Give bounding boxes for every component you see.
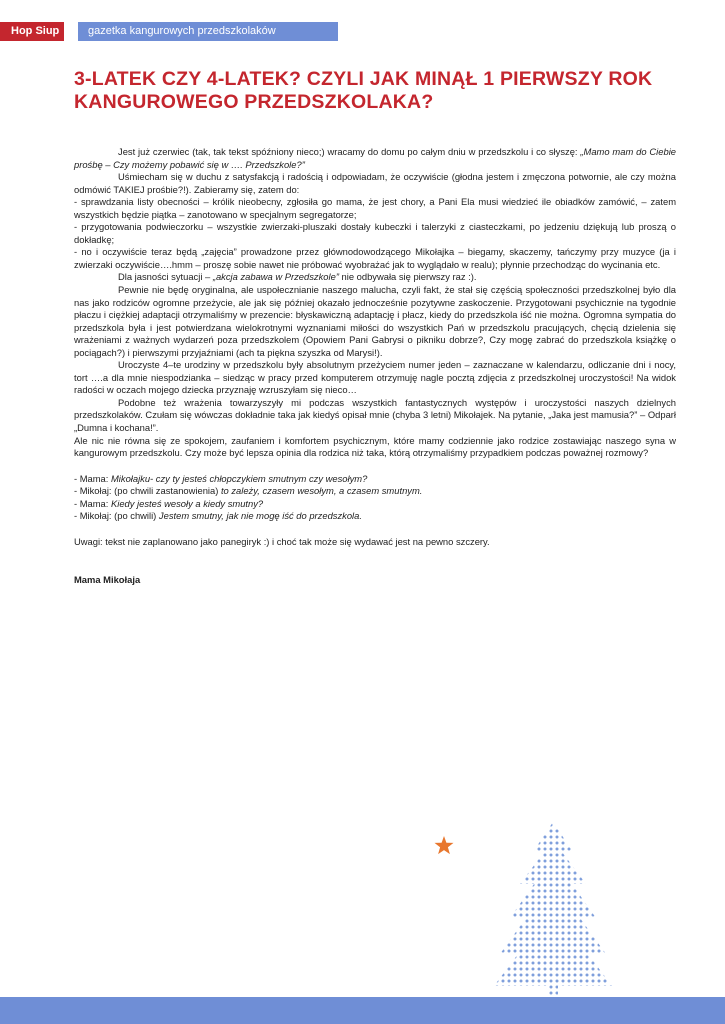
quote-text: „Mamo mam do Ciebie prośbę – Czy możemy pobawić się w …. Przedszkole?” [74, 146, 676, 170]
speech: Jestem smutny, jak nie mogę iść do przedszkola. [158, 510, 362, 522]
author-note: Uwagi: tekst nie zaplanowano jako panegiryk :) i choć tak może się wydawać jest na pewno szczery. [74, 535, 490, 547]
star-icon [433, 835, 455, 857]
speech: Mikołajku- czy ty jesteś chłopczykiem smutnym czy wesołym? [110, 472, 368, 484]
speaker: - Mama: [74, 472, 111, 484]
paragraph: Ale nic nie równa się ze spokojem, zaufaniem i komfortem psychicznym, które mamy codziennie jako rodzice zostawiając naszego syna w kangurowym przedszkolu. Czy może być lepsza opinia dla rodzica niż taka, którą otrzymaliśmy przypadkiem podczas poważnej rozmowy? [74, 434, 676, 459]
speech: Kiedy jesteś wesoły a kiedy smutny? [110, 497, 264, 509]
list-item: - przygotowania podwieczorku – wszystkie zwierzaki-pluszaki dostały kubeczki i talerzyki z ciasteczkami, po jedzeniu dziękują lub proszą o dokładkę; [74, 221, 676, 245]
paragraph: Uśmiecham się w duchu z satysfakcją i radością i odpowiadam, że oczywiście (głodna jestem i zmęczona potwornie, ale czy można odmówić TAKIEJ prośbie?!). Zabieramy się, zatem do: [74, 171, 676, 195]
paragraph-text: Jest już czerwiec (tak, tak tekst spóźniony nieco;) wracamy do domu po całym dniu w przedszkolu i co słyszę: [118, 146, 581, 157]
quote-text: „akcja zabawa w Przedszkole” [212, 271, 339, 283]
newsletter-subtitle: gazetka kangurowych przedszkolaków [78, 22, 338, 41]
paragraph-text: Dla jasności sytuacji – [118, 271, 213, 283]
speaker: - Mama: [74, 497, 111, 509]
paragraph [74, 146, 676, 171]
list-item: - sprawdzania listy obecności – królik nieobecny, zgłosiła go mama, że jest chory, a Pani Ela musi wiedzieć ile obiadków zamówić, – zatem wszystkich będzie piątka – zanotowano w specjalnym segregatorze; [74, 196, 676, 220]
paragraph: Podobne też wrażenia towarzyszyły mi podczas wszystkich fantastycznych występów i uroczystości naszych dzielnych przedszkolaków. Czułam się wówczas dokładnie taka jak kiedyś opisał mnie (chyba 3 letni) Mikołajek. Na pytanie, „Jaka jest mamusia?” – Odparł „Dumna i kochana!”. [74, 396, 676, 434]
dialogue-line [74, 498, 676, 511]
speaker: - Mikołaj: (po chwili zastanowienia) [74, 485, 221, 497]
footer-bar [0, 997, 725, 1024]
speaker: - Mikołaj: (po chwili) [74, 510, 159, 522]
section-label: Hop Siup [0, 22, 64, 41]
dialogue-line [74, 485, 676, 498]
paragraph: Uroczyste 4–te urodziny w przedszkolu były absolutnym przeżyciem numer jeden – zaznaczane w kalendarzu, odliczanie dni i nocy, tort ….a dla mnie niespodzianka – siedząc w pracy przed komputerem otrzymuję nagle pocztą zdjęcia z przedszkolnej uroczystości! Na widok radości w oczach mojego dziecka przyznaję wzruszyłam się nieco… [74, 359, 676, 396]
paragraph [74, 271, 676, 284]
paragraph-text: nie odbywała się pierwszy raz :). [338, 271, 477, 283]
signature: Mama Mikołaja [74, 574, 141, 586]
dialogue-line [74, 510, 676, 523]
christmas-tree-icon [488, 822, 618, 1000]
speech: to zależy, czasem wesołym, a czasem smutnym. [220, 485, 423, 497]
list-item: - no i oczywiście teraz będą „zajęcia” prowadzone przez głównodowodzącego Mikołajka – biegamy, skaczemy, tańczymy przy muzyce (ja i zwierzaki oczywiście….hmm – proszę sobie nawet nie próbować wyobrażać jak to wyglądało w realu); płynnie przechodząc do wycinania etc. [74, 246, 676, 270]
article-title: 3-LATEK CZY 4-LATEK? CZYLI JAK MINĄŁ 1 PIERWSZY ROK KANGUROWEGO PRZEDSZKOLAKA? [74, 68, 653, 113]
article-body [74, 146, 676, 587]
paragraph: Pewnie nie będę oryginalna, ale uspołecznianie naszego malucha, czyli fakt, że stał się częścią społeczności przedszkolnej było dla nas jako rodziców ogromne przeżycie, ale jak się później okazało jednocześnie pozytywne zaskoczenie. Przygotowani psychicznie na tygodnie płaczu i ciężkiej adaptacji otrzymaliśmy w prezencie: błyskawiczną adaptację i płacz, kiedy do przedszkola iść nie można. Ogromna sympatia do przedszkola była i jest potwierdzana wielokrotnymi wyznaniami miłości do wszystkich Pań w przedszkolu pracujących, chęcią dzielenia się wrażeniami z ważnych wydarzeń poza przedszkolem (Opowiem Pani Gabrysi o pikniku dobrze?, Czy mogę zabrać do przedszkola książkę o pociągach?) i pierwszymi przyjaźniami (ach ta piękna szyszka od Marysi!). [74, 284, 676, 358]
dialogue-line [74, 473, 676, 486]
